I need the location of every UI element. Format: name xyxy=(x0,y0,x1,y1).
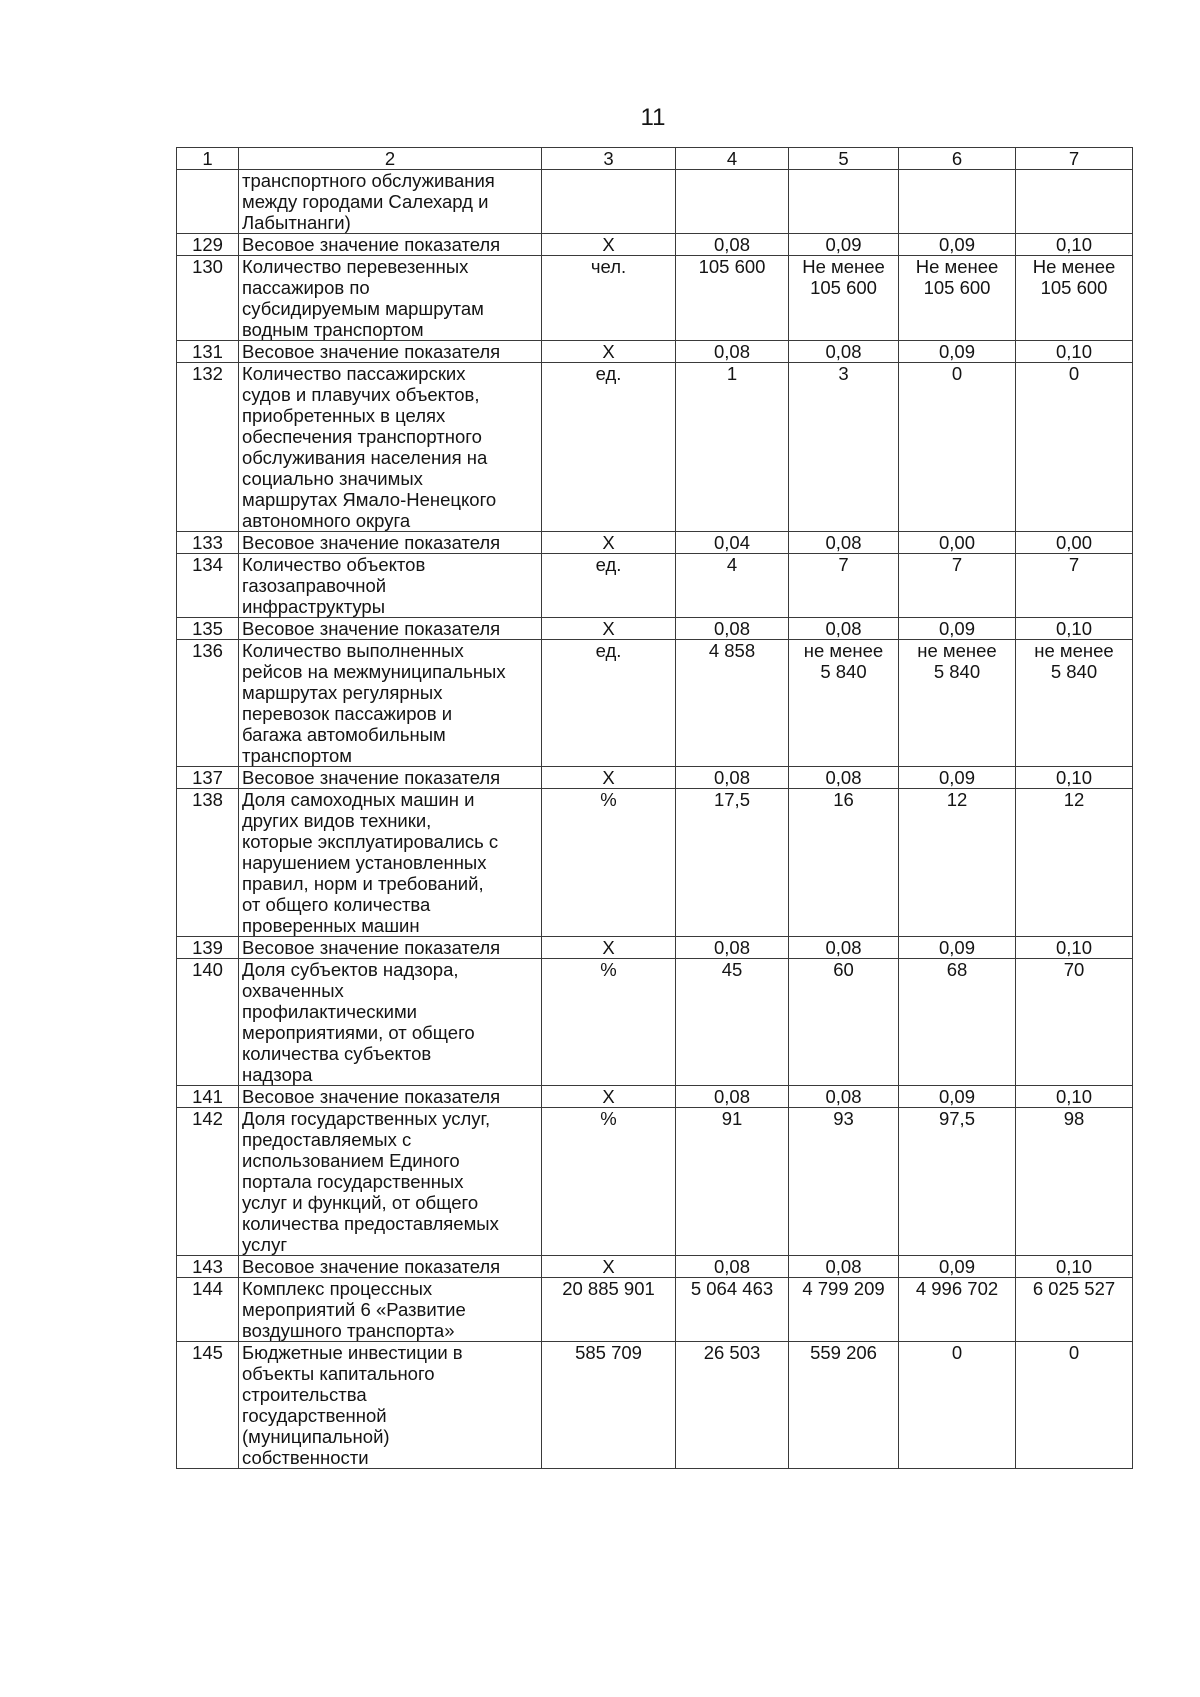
value-col-5 xyxy=(789,1256,899,1278)
value-col-6-text: 0,09 xyxy=(938,937,975,958)
unit-cell xyxy=(542,1342,676,1469)
value-col-5-text: 3 xyxy=(838,363,849,384)
unit-cell xyxy=(542,640,676,767)
indicator-name xyxy=(239,170,542,234)
table-row xyxy=(177,363,1133,532)
indicator-name-text: Весовое значение показателя xyxy=(242,937,501,958)
unit-cell-text: Х xyxy=(602,618,615,639)
value-col-4-text: 0,08 xyxy=(713,1256,750,1277)
indicator-name-text: Доля самоходных машин и других видов техники, которые эксплуатировались с нарушением установленных правил, норм и требований, от общего количества проверенных машин xyxy=(242,789,499,936)
value-col-6 xyxy=(899,554,1016,618)
value-col-4 xyxy=(676,532,789,554)
value-col-7 xyxy=(1016,1256,1133,1278)
value-col-4 xyxy=(676,256,789,341)
row-number xyxy=(177,1256,239,1278)
table-row xyxy=(177,554,1133,618)
unit-cell xyxy=(542,1278,676,1342)
value-col-5-text: 60 xyxy=(833,959,854,980)
value-col-6 xyxy=(899,341,1016,363)
unit-cell xyxy=(542,363,676,532)
value-col-4 xyxy=(676,1108,789,1256)
table-body xyxy=(177,170,1133,1469)
unit-cell xyxy=(542,789,676,937)
value-col-6 xyxy=(899,937,1016,959)
table-row xyxy=(177,937,1133,959)
value-col-4 xyxy=(676,959,789,1086)
value-col-5 xyxy=(789,363,899,532)
value-col-4-text: 17,5 xyxy=(713,789,750,810)
value-col-6 xyxy=(899,532,1016,554)
indicator-name-text: Бюджетные инвестиции в объекты капитального строительства государственной (муниципальной) собственности xyxy=(242,1342,463,1468)
unit-cell-text: 20 885 901 xyxy=(562,1278,655,1299)
value-col-5 xyxy=(789,1278,899,1342)
page-number: 11 xyxy=(640,104,666,131)
value-col-7-text: 0 xyxy=(1068,363,1080,384)
indicator-name-text: Доля государственных услуг, предоставляемых с использованием Единого портала государственных услуг и функций, от общего количества предоставляемых услуг xyxy=(242,1108,499,1255)
value-col-6 xyxy=(899,1108,1016,1256)
value-col-4-text: 5 064 463 xyxy=(690,1278,774,1299)
indicator-name-text: Доля субъектов надзора, охваченных профилактическими мероприятиями, от общего количества субъектов надзора xyxy=(242,959,475,1085)
unit-cell xyxy=(542,532,676,554)
row-number-text: 145 xyxy=(192,1342,223,1363)
unit-cell-text: ед. xyxy=(595,640,622,661)
unit-cell xyxy=(542,341,676,363)
value-col-7-text: 6 025 527 xyxy=(1032,1278,1116,1299)
value-col-4-text: 91 xyxy=(721,1108,743,1129)
value-col-5 xyxy=(789,937,899,959)
unit-cell-text: Х xyxy=(602,937,615,958)
value-col-5 xyxy=(789,1342,899,1469)
indicator-name-text: Весовое значение показателя xyxy=(242,767,501,788)
indicator-name-text: Количество перевезенных пассажиров по субсидируемым маршрутам водным транспортом xyxy=(242,256,484,340)
value-col-7 xyxy=(1016,341,1133,363)
indicator-name xyxy=(239,640,542,767)
value-col-7-text: 98 xyxy=(1063,1108,1085,1129)
value-col-7 xyxy=(1016,532,1133,554)
value-col-6-text: 97,5 xyxy=(938,1108,975,1129)
value-col-4 xyxy=(676,170,789,234)
row-number-text: 133 xyxy=(192,532,223,553)
value-col-7 xyxy=(1016,937,1133,959)
indicator-name xyxy=(239,767,542,789)
unit-cell-text: ед. xyxy=(595,554,622,575)
value-col-5 xyxy=(789,959,899,1086)
table-row xyxy=(177,256,1133,341)
table-row xyxy=(177,234,1133,256)
indicator-name xyxy=(239,554,542,618)
value-col-5 xyxy=(789,170,899,234)
header-col-3: 3 xyxy=(542,148,676,170)
indicator-name-text: Комплекс процессных мероприятий 6 «Развитие воздушного транспорта» xyxy=(242,1278,466,1341)
row-number-text: 139 xyxy=(192,937,223,958)
table-row xyxy=(177,640,1133,767)
indicator-name-text: транспортного обслуживания между городами Салехард и Лабытнанги) xyxy=(242,170,495,233)
row-number-text: 144 xyxy=(192,1278,223,1299)
unit-cell-text: чел. xyxy=(590,256,627,277)
value-col-5 xyxy=(789,618,899,640)
value-col-4-text: 0,08 xyxy=(713,937,750,958)
value-col-5-text: не менее 5 840 xyxy=(803,640,884,682)
value-col-5-text: 0,08 xyxy=(825,937,862,958)
indicator-name xyxy=(239,1256,542,1278)
unit-cell-text: Х xyxy=(602,767,615,788)
unit-cell xyxy=(542,234,676,256)
indicator-name-text: Количество объектов газозаправочной инфраструктуры xyxy=(242,554,426,617)
indicator-name xyxy=(239,937,542,959)
indicator-name-text: Весовое значение показателя xyxy=(242,618,501,639)
value-col-6-text: 68 xyxy=(946,959,968,980)
value-col-6 xyxy=(899,170,1016,234)
value-col-5-text: 4 799 209 xyxy=(802,1278,885,1299)
unit-cell-text: 585 709 xyxy=(575,1342,642,1363)
value-col-5-text: 0,09 xyxy=(825,234,862,255)
unit-cell xyxy=(542,618,676,640)
row-number xyxy=(177,554,239,618)
value-col-4-text: 0,08 xyxy=(713,234,750,255)
value-col-6-text: 0,00 xyxy=(938,532,975,553)
value-col-7 xyxy=(1016,1278,1133,1342)
value-col-7 xyxy=(1016,618,1133,640)
header-col-7: 7 xyxy=(1016,148,1133,170)
value-col-4 xyxy=(676,767,789,789)
unit-cell xyxy=(542,767,676,789)
indicator-name-text: Весовое значение показателя xyxy=(242,1086,501,1107)
value-col-5 xyxy=(789,767,899,789)
table-row xyxy=(177,1256,1133,1278)
unit-cell-text: % xyxy=(600,959,617,980)
value-col-6 xyxy=(899,959,1016,1086)
value-col-7 xyxy=(1016,554,1133,618)
row-number xyxy=(177,1278,239,1342)
row-number-text: 129 xyxy=(192,234,223,255)
table-row xyxy=(177,1342,1133,1469)
indicator-name xyxy=(239,1278,542,1342)
value-col-7 xyxy=(1016,234,1133,256)
indicator-name xyxy=(239,618,542,640)
value-col-6-text: 0,09 xyxy=(938,767,975,788)
value-col-4 xyxy=(676,554,789,618)
value-col-5-text: 7 xyxy=(838,554,849,575)
value-col-6 xyxy=(899,767,1016,789)
value-col-4 xyxy=(676,341,789,363)
value-col-7-text: 70 xyxy=(1063,959,1085,980)
indicator-name xyxy=(239,256,542,341)
value-col-7-text: Не менее 105 600 xyxy=(1032,256,1116,298)
value-col-5 xyxy=(789,1086,899,1108)
unit-cell-text: Х xyxy=(602,234,615,255)
value-col-7 xyxy=(1016,789,1133,937)
row-number-text: 135 xyxy=(192,618,223,639)
indicator-name-text: Весовое значение показателя xyxy=(242,341,501,362)
indicator-name xyxy=(239,234,542,256)
value-col-4-text: 0,08 xyxy=(713,767,750,788)
value-col-7 xyxy=(1016,1342,1133,1469)
value-col-7-text: 7 xyxy=(1068,554,1080,575)
table-row xyxy=(177,767,1133,789)
value-col-5 xyxy=(789,256,899,341)
value-col-5 xyxy=(789,789,899,937)
header-col-2: 2 xyxy=(239,148,542,170)
unit-cell-text: ед. xyxy=(595,363,622,384)
value-col-5-text: 0,08 xyxy=(825,341,862,362)
table-row xyxy=(177,170,1133,234)
unit-cell-text: Х xyxy=(602,532,615,553)
indicator-name xyxy=(239,1108,542,1256)
value-col-5 xyxy=(789,1108,899,1256)
indicator-name xyxy=(239,341,542,363)
value-col-4-text: 0,04 xyxy=(713,532,750,553)
value-col-7-text: 0,00 xyxy=(1055,532,1092,553)
value-col-6-text: 0 xyxy=(951,1342,963,1363)
row-number xyxy=(177,618,239,640)
value-col-6 xyxy=(899,618,1016,640)
value-col-5-text: 0,08 xyxy=(825,1256,862,1277)
table-row xyxy=(177,1086,1133,1108)
value-col-7-text: 0,10 xyxy=(1055,767,1092,788)
row-number-text: 143 xyxy=(192,1256,223,1277)
table-row xyxy=(177,789,1133,937)
row-number xyxy=(177,532,239,554)
unit-cell-text: % xyxy=(600,1108,617,1129)
value-col-5-text: Не менее 105 600 xyxy=(802,256,885,298)
value-col-6-text: 0,09 xyxy=(938,341,975,362)
table-row xyxy=(177,1108,1133,1256)
indicator-name-text: Количество пассажирских судов и плавучих объектов, приобретенных в целях обеспечения транспортного обслуживания населения на социально значимых маршрутах Ямало-Ненецкого автономного округа xyxy=(242,363,497,531)
value-col-5 xyxy=(789,234,899,256)
row-number-text: 137 xyxy=(192,767,223,788)
row-number-text: 130 xyxy=(192,256,223,277)
value-col-4-text: 0,08 xyxy=(713,341,750,362)
value-col-6-text: 0,09 xyxy=(938,618,975,639)
value-col-7 xyxy=(1016,1108,1133,1256)
header-row xyxy=(177,148,1133,170)
unit-cell xyxy=(542,1086,676,1108)
indicator-name xyxy=(239,532,542,554)
row-number xyxy=(177,959,239,1086)
value-col-4-text: 1 xyxy=(726,363,738,384)
unit-cell xyxy=(542,256,676,341)
value-col-7-text: 12 xyxy=(1063,789,1085,810)
row-number xyxy=(177,640,239,767)
indicator-name-text: Весовое значение показателя xyxy=(242,234,501,255)
value-col-7-text: 0 xyxy=(1068,1342,1080,1363)
value-col-5-text: 16 xyxy=(833,789,854,810)
indicator-name xyxy=(239,959,542,1086)
value-col-4 xyxy=(676,937,789,959)
header-col-4: 4 xyxy=(676,148,789,170)
value-col-6 xyxy=(899,1342,1016,1469)
row-number xyxy=(177,1342,239,1469)
row-number-text: 132 xyxy=(192,363,223,384)
value-col-4-text: 105 600 xyxy=(698,256,766,277)
value-col-6-text: 7 xyxy=(951,554,963,575)
value-col-7 xyxy=(1016,363,1133,532)
value-col-4 xyxy=(676,1256,789,1278)
value-col-6-text: не менее 5 840 xyxy=(917,640,997,682)
row-number xyxy=(177,234,239,256)
row-number xyxy=(177,789,239,937)
value-col-7-text: не менее 5 840 xyxy=(1034,640,1114,682)
row-number xyxy=(177,363,239,532)
row-number xyxy=(177,341,239,363)
value-col-6 xyxy=(899,789,1016,937)
indicators-table xyxy=(176,147,1133,1469)
value-col-7-text: 0,10 xyxy=(1055,1086,1092,1107)
value-col-6-text: Не менее 105 600 xyxy=(915,256,999,298)
row-number xyxy=(177,1108,239,1256)
unit-cell-text: Х xyxy=(602,341,615,362)
value-col-5-text: 0,08 xyxy=(825,1086,862,1107)
value-col-5-text: 93 xyxy=(833,1108,854,1129)
table-row xyxy=(177,618,1133,640)
indicator-name xyxy=(239,1342,542,1469)
value-col-6 xyxy=(899,640,1016,767)
row-number-text: 134 xyxy=(192,554,223,575)
value-col-6-text: 12 xyxy=(946,789,968,810)
value-col-4-text: 0,08 xyxy=(713,618,750,639)
header-col-1: 1 xyxy=(177,148,239,170)
value-col-5 xyxy=(789,341,899,363)
value-col-6 xyxy=(899,363,1016,532)
value-col-4 xyxy=(676,1086,789,1108)
value-col-4-text: 4 xyxy=(726,554,738,575)
unit-cell xyxy=(542,1108,676,1256)
value-col-7-text: 0,10 xyxy=(1055,234,1092,255)
value-col-5-text: 0,08 xyxy=(825,618,862,639)
value-col-6-text: 0 xyxy=(951,363,963,384)
table-row xyxy=(177,532,1133,554)
value-col-7-text: 0,10 xyxy=(1055,937,1092,958)
table-header xyxy=(177,148,1133,170)
value-col-7 xyxy=(1016,1086,1133,1108)
value-col-4 xyxy=(676,618,789,640)
value-col-4-text: 4 858 xyxy=(708,640,756,661)
indicator-name-text: Весовое значение показателя xyxy=(242,1256,501,1277)
indicator-name xyxy=(239,1086,542,1108)
row-number xyxy=(177,256,239,341)
table-row xyxy=(177,1278,1133,1342)
header-col-5: 5 xyxy=(789,148,899,170)
value-col-5-text: 0,08 xyxy=(825,767,862,788)
value-col-6-text: 0,09 xyxy=(938,1256,975,1277)
value-col-6 xyxy=(899,1278,1016,1342)
unit-cell xyxy=(542,1256,676,1278)
value-col-6 xyxy=(899,1086,1016,1108)
indicator-name-text: Количество выполненных рейсов на межмуниципальных маршрутах регулярных перевозок пассажиров и багажа автомобильным транспортом xyxy=(242,640,506,766)
value-col-6 xyxy=(899,234,1016,256)
value-col-5-text: 559 206 xyxy=(810,1342,877,1363)
row-number-text: 141 xyxy=(192,1086,223,1107)
unit-cell-text: Х xyxy=(602,1086,615,1107)
unit-cell xyxy=(542,959,676,1086)
value-col-6 xyxy=(899,1256,1016,1278)
value-col-7-text: 0,10 xyxy=(1055,618,1092,639)
value-col-7 xyxy=(1016,959,1133,1086)
unit-cell-text: Х xyxy=(602,1256,615,1277)
value-col-4-text: 45 xyxy=(721,959,743,980)
value-col-7 xyxy=(1016,767,1133,789)
row-number-text: 138 xyxy=(192,789,223,810)
unit-cell-text: % xyxy=(600,789,617,810)
value-col-7-text: 0,10 xyxy=(1055,1256,1092,1277)
value-col-6 xyxy=(899,256,1016,341)
row-number-text: 142 xyxy=(192,1108,223,1129)
value-col-4-text: 26 503 xyxy=(703,1342,761,1363)
table-row xyxy=(177,959,1133,1086)
value-col-7-text: 0,10 xyxy=(1055,341,1092,362)
value-col-4-text: 0,08 xyxy=(713,1086,750,1107)
value-col-4 xyxy=(676,640,789,767)
indicator-name xyxy=(239,363,542,532)
row-number xyxy=(177,937,239,959)
value-col-6-text: 4 996 702 xyxy=(915,1278,999,1299)
value-col-4 xyxy=(676,234,789,256)
value-col-7 xyxy=(1016,256,1133,341)
value-col-6-text: 0,09 xyxy=(938,1086,975,1107)
value-col-7 xyxy=(1016,170,1133,234)
value-col-4 xyxy=(676,789,789,937)
indicator-name xyxy=(239,789,542,937)
value-col-5 xyxy=(789,532,899,554)
value-col-5 xyxy=(789,554,899,618)
row-number xyxy=(177,767,239,789)
unit-cell xyxy=(542,554,676,618)
indicator-name-text: Весовое значение показателя xyxy=(242,532,501,553)
value-col-5-text: 0,08 xyxy=(825,532,862,553)
header-col-6: 6 xyxy=(899,148,1016,170)
table-row xyxy=(177,341,1133,363)
value-col-5 xyxy=(789,640,899,767)
row-number xyxy=(177,170,239,234)
unit-cell xyxy=(542,170,676,234)
row-number-text: 131 xyxy=(192,341,223,362)
unit-cell xyxy=(542,937,676,959)
value-col-6-text: 0,09 xyxy=(938,234,975,255)
row-number-text: 136 xyxy=(192,640,223,661)
value-col-4 xyxy=(676,363,789,532)
row-number-text: 140 xyxy=(192,959,223,980)
value-col-4 xyxy=(676,1278,789,1342)
value-col-7 xyxy=(1016,640,1133,767)
value-col-4 xyxy=(676,1342,789,1469)
row-number xyxy=(177,1086,239,1108)
